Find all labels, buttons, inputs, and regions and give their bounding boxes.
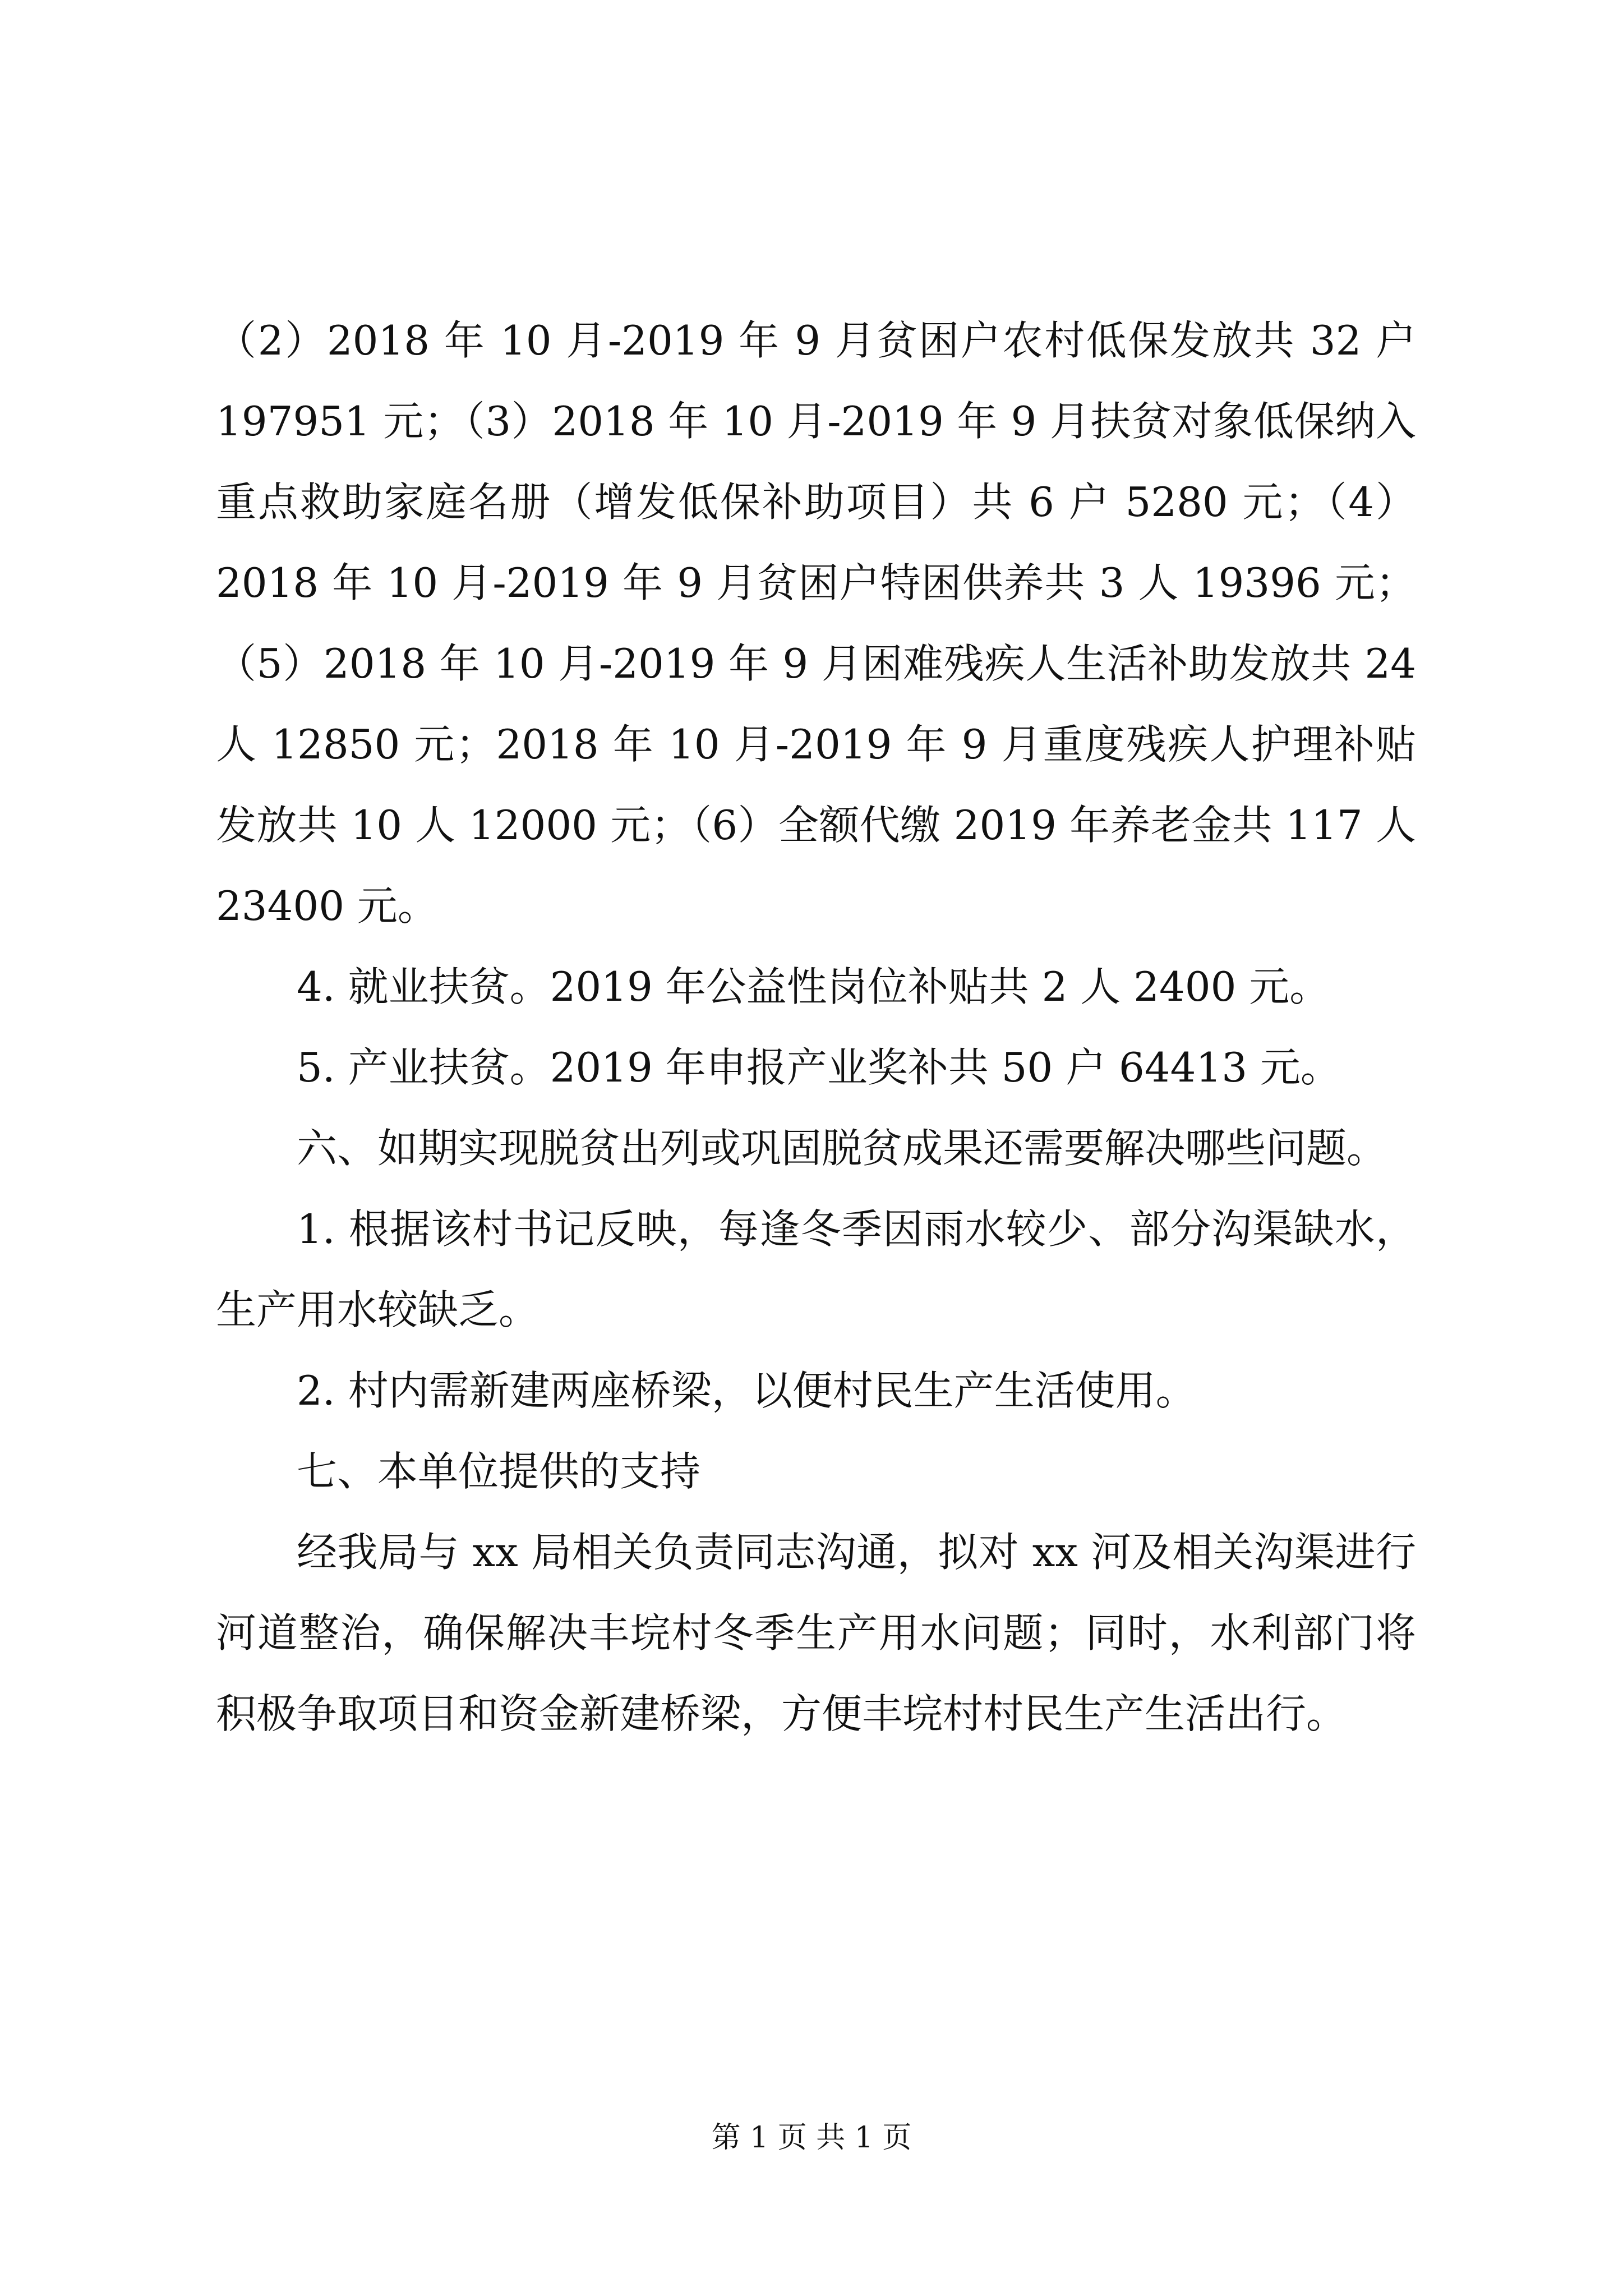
paragraph-issue-water: 1. 根据该村书记反映，每逢冬季因雨水较少、部分沟渠缺水，生产用水较缺乏。 <box>216 1205 1416 1333</box>
paragraph-industry-aid: 5. 产业扶贫。2019 年申报产业奖补共 50 户 64413 元。 <box>297 1044 1341 1091</box>
paragraph-employment-aid: 4. 就业扶贫。2019 年公益性岗位补贴共 2 人 2400 元。 <box>297 963 1330 1010</box>
section-heading-issues: 六、如期实现脱贫出列或巩固脱贫成果还需要解决哪些问题。 <box>297 1125 1387 1172</box>
paragraph-issue-bridges: 2. 村内需新建两座桥梁，以便村民生产生活使用。 <box>297 1367 1196 1414</box>
document-body <box>216 300 1416 1754</box>
paragraph-support-details: 经我局与 xx 局相关负责同志沟通，拟对 xx 河及相关沟渠进行河道整治，确保解决丰垸村冬季生产用水问题；同时，水利部门将积极争取项目和资金新建桥梁，方便丰垸村村民生产生活出行。 <box>216 1529 1416 1737</box>
page-footer: 第 1 页 共 1 页 <box>711 2121 912 2155</box>
section-heading-support: 七、本单位提供的支持 <box>297 1448 701 1495</box>
paragraph-welfare-payments: （2）2018 年 10 月-2019 年 9 月贫困户农村低保发放共 32 户 197951 元；（3）2018 年 10 月-2019 年 9 月扶贫对象低保纳入重点救助家庭名册（增发低保补助项目）共 6 户 5280 元；（4）2018 年 10 月-2019 年 9 月贫困户特困供养共 3 人 19396 元；（5）2018 年 10 月-2019 年 9 月困难残疾人生活补助发放共 24 人 12850 元；2018 年 10 月-2019 年 9 月重度残疾人护理补贴发放共 10 人 12000 元；（6）全额代缴 2019 年养老金共 117 人 23400 元。 <box>216 317 1416 930</box>
